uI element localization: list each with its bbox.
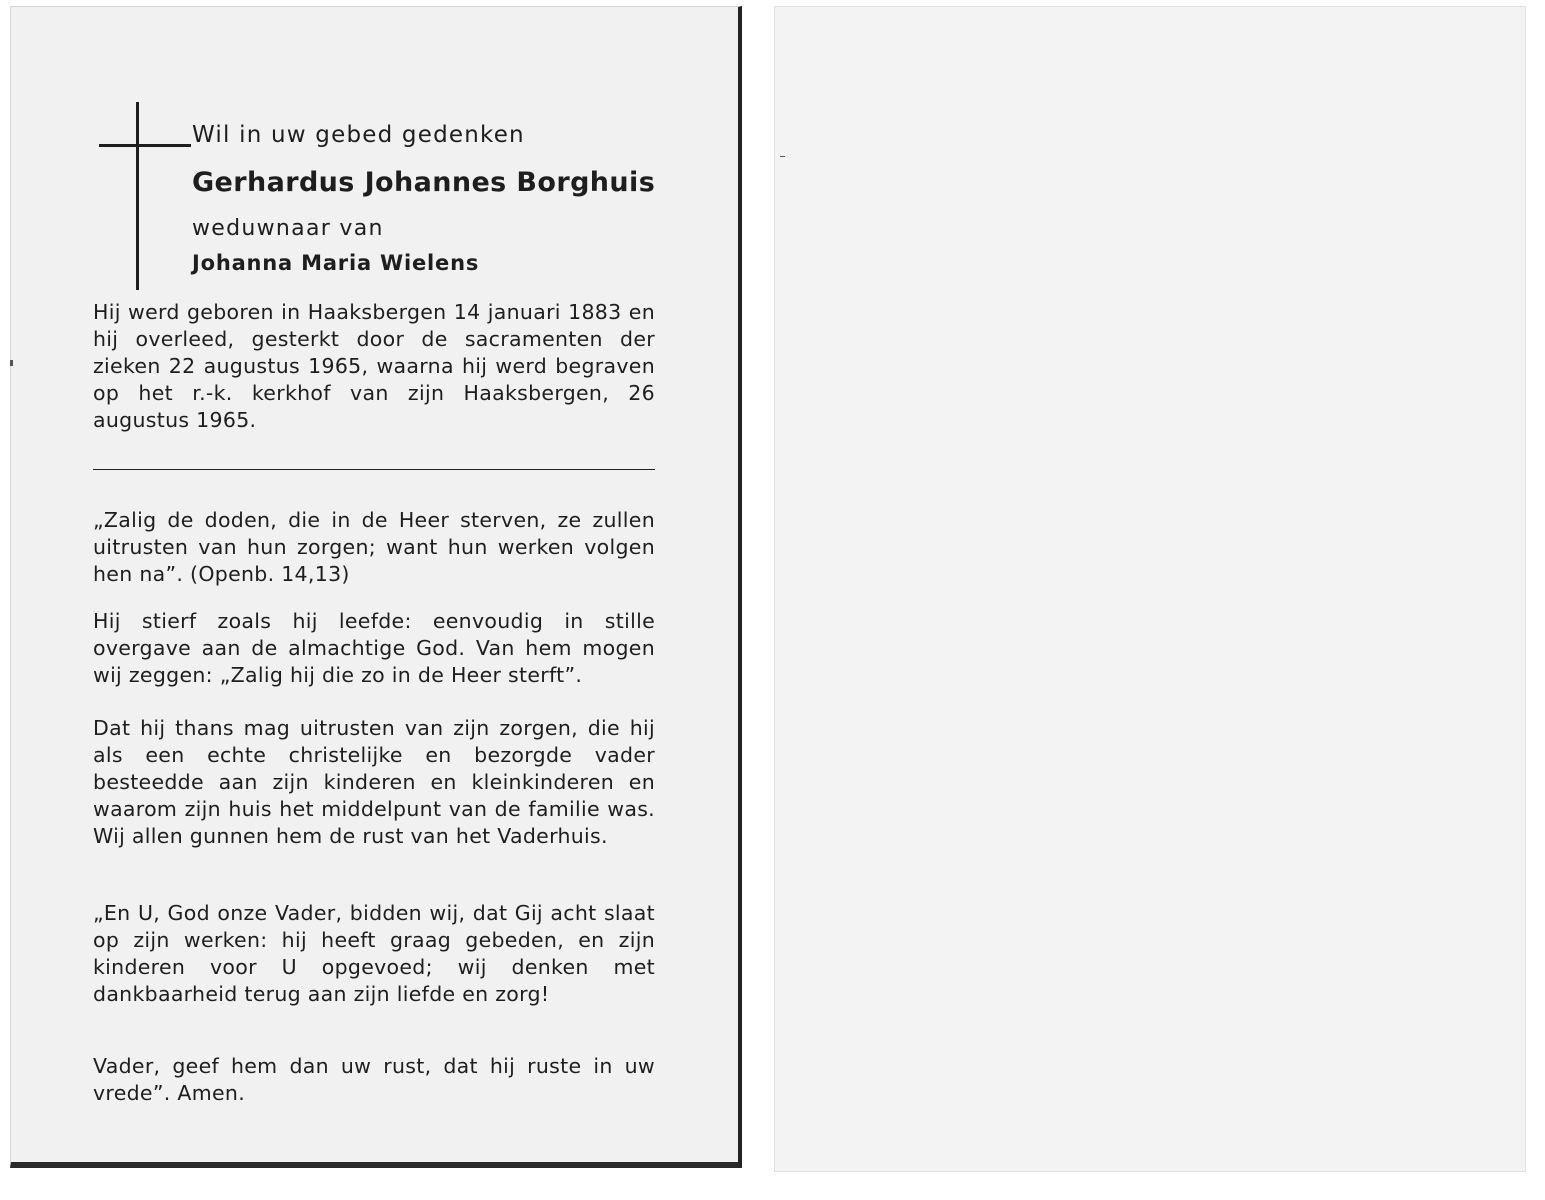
prayer-paragraph: „En U, God onze Vader, bidden wij, dat Gij acht slaat op zijn werken: hij heeft graag gebeden, en zijn kinderen voor U opgevoed; wij denken met dankbaarheid terug aan zijn liefde en zorg! [93,901,655,1006]
memorial-card-front [10,6,742,1168]
scan-mark [10,360,13,366]
biography-paragraph: Hij werd geboren in Haaksbergen 14 januari 1883 en hij overleed, gesterkt door de sacramenten der zieken 22 augustus 1965, waarna hij werd begraven op het r.-k. kerkhof van zijn Haaksbergen, 26 augustus 1965. [93,300,655,432]
intro-line: Wil in uw gebed gedenken [192,122,525,148]
text-paragraph: Hij stierf zoals hij leefde: eenvoudig in stille overgave aan de almachtige God. Van hem mogen wij zeggen: „Zalig hij die zo in de Heer sterft”. [93,609,655,687]
relation-line: weduwnaar van [192,216,384,241]
prayer-paragraph: Vader, geef hem dan uw rust, dat hij ruste in uw vrede”. Amen. [93,1054,655,1105]
scan-mark [780,156,785,157]
cross-icon [136,102,139,290]
cross-icon-bar [99,144,191,147]
memorial-card-back [774,6,1526,1172]
divider [93,469,655,470]
scripture-quote: „Zalig de doden, die in de Heer sterven, ze zullen uitrusten van hun zorgen; want hun werken volgen hen na”. (Openb. 14,13) [93,508,655,586]
spouse-name: Johanna Maria Wielens [192,251,480,275]
text-paragraph: Dat hij thans mag uitrusten van zijn zorgen, die hij als een echte christelijke en bezorgde vader besteedde aan zijn kinderen en kleinkinderen en waarom zijn huis het middelpunt van de familie was. Wij allen gunnen hem de rust van het Vaderhuis. [93,716,655,848]
deceased-name: Gerhardus Johannes Borghuis [192,167,656,198]
